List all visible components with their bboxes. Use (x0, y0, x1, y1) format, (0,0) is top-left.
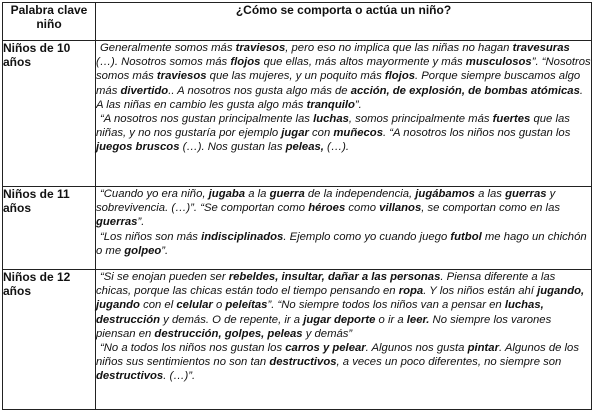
keyword-text: jugar (281, 127, 309, 140)
quote-text: , a veces un poco diferentes, no siempre son (336, 356, 562, 369)
quote-text: . Piensa diferente a las chicas, porque las chicas están todo el tiempo pensando en (96, 271, 556, 298)
quote-text: con el (139, 299, 177, 312)
keyword-text: jugábamos (415, 188, 475, 200)
quote-text: y demás. O de repente, ir a (160, 313, 304, 326)
keyword-text: carros y pelear (285, 342, 366, 355)
keyword-text: traviesos (235, 42, 286, 54)
quote-text: que ellas, más altos mayormente y más (260, 56, 466, 69)
quote-text: o (212, 299, 226, 312)
quote-text: (…). Nos gustan las (179, 141, 286, 154)
quote-text: ”. (137, 216, 145, 229)
row-paragraph (96, 187, 591, 230)
quote-text: . Algunos de los niños sus sentimientos no son tan (96, 342, 579, 369)
row-paragraph (96, 270, 591, 341)
header-keyword: Palabra clave niño (3, 3, 96, 41)
quote-text: “Los niños son más (100, 230, 202, 243)
keyword-text: guerras (505, 188, 547, 200)
quote-text: con (308, 127, 334, 140)
keyword-text: flojos (384, 70, 415, 83)
quote-text: “Cuando yo era niño, (100, 188, 209, 200)
quote-text: . A las niñas en cambio les gusta algo más (96, 84, 584, 111)
table-row (3, 41, 592, 187)
quote-text: o ir a (375, 313, 407, 326)
keyword-text: destrucción, golpes, peleas (154, 327, 303, 340)
row-paragraph (96, 112, 591, 155)
keyword-text: héroes (308, 202, 346, 215)
keyword-text: guerras (96, 216, 138, 229)
row-text (96, 187, 592, 270)
keyword-text: celular (176, 299, 213, 312)
row-paragraph (96, 41, 591, 112)
keyword-text: juegos bruscos (96, 141, 180, 154)
keyword-text: pintar (467, 342, 499, 355)
keyword-text: futbol (450, 230, 482, 243)
header-question: ¿Cómo se comporta o actúa un niño? (96, 3, 592, 41)
keyword-text: peleas, (285, 141, 324, 154)
quote-text: “Si se enojan pueden ser (100, 271, 229, 283)
quote-text: ”. (354, 98, 362, 111)
keyword-text: villanos (379, 202, 422, 215)
quote-text: ”. “No siempre todos los niños van a pensar en (267, 299, 505, 312)
keyword-text: luchas, destrucción (96, 299, 544, 326)
quote-text: .. A nosotros nos gusta algo más de (168, 84, 351, 97)
keyword-text: rebeldes, insultar, dañar a las personas (228, 271, 441, 283)
quote-text: que las mujeres, y un poquito más (206, 70, 385, 83)
keyword-text: flojos (230, 56, 261, 69)
quote-text: de la independencia, (304, 188, 416, 200)
quote-text: y demás” (302, 327, 353, 340)
quote-text: como (345, 202, 380, 215)
keyword-text: tranquilo (306, 98, 355, 111)
keyword-text: muñecos (333, 127, 383, 140)
quote-text: . Y los niños están ahí (423, 285, 538, 298)
quote-text: . (…)”. (163, 370, 196, 383)
quote-text: me hago un chichón o me (96, 230, 587, 257)
quote-text: a las (474, 188, 506, 200)
keyword-text: ropa (398, 285, 424, 298)
quote-text: , pero eso no implica que las niñas no hagan (285, 42, 513, 54)
table-row (3, 270, 592, 410)
keyword-text: traviesos (156, 70, 207, 83)
keyword-text: jugar deporte (303, 313, 376, 326)
keyword-text: musculosos (465, 56, 532, 69)
quote-text: , se comportan como en las (421, 202, 561, 215)
table-header-row (3, 3, 592, 41)
keyword-text: acción, de explosión, de bombas atómicas (350, 84, 580, 97)
quote-text: (…). (323, 141, 350, 154)
keyword-text: fuertes (492, 113, 531, 126)
keyword-text: guerra (269, 188, 305, 200)
row-paragraph (96, 230, 591, 258)
quote-text: . Porque siempre buscamos algo más (96, 70, 581, 97)
quote-text: a la (245, 188, 270, 200)
quote-text: . “A nosotros los niños nos gustan los (383, 127, 571, 140)
keyword-text: golpeo (124, 244, 162, 257)
quote-text: No siempre los varones piensan en (96, 313, 552, 340)
row-label: Niños de 10 años (3, 41, 96, 187)
keyword-text: indisciplinados (201, 230, 284, 243)
row-label: Niños de 12 años (3, 270, 96, 410)
row-text (96, 270, 592, 410)
quote-text: “No a todos los niños nos gustan los (100, 342, 286, 355)
row-label: Niños de 11 años (3, 187, 96, 270)
data-table (2, 2, 592, 410)
keyword-text: jugaba (208, 188, 246, 200)
quote-text: ”. (161, 244, 169, 257)
keyword-text: leer. (406, 313, 430, 326)
keyword-text: luchas (313, 113, 349, 126)
keyword-text: divertido (120, 84, 169, 97)
quote-text: (…). Nosotros somos más (96, 56, 231, 69)
quote-text: . Algunos nos gusta (365, 342, 468, 355)
quote-text: “A nosotros nos gustan principalmente las (100, 113, 314, 126)
keyword-text: destructivos (96, 370, 164, 383)
quote-text: que las niñas, y no nos gustaría por ejemplo (96, 113, 570, 140)
keyword-text: travesuras (512, 42, 570, 54)
row-text (96, 41, 592, 187)
quote-text: , somos principalmente más (348, 113, 493, 126)
table-row (3, 187, 592, 270)
keyword-text: destructivos (269, 356, 337, 369)
keyword-text: peleítas (225, 299, 268, 312)
quote-text: y sobrevivencia. (…)”. “Se comportan como (96, 188, 556, 215)
keyword-text: jugando, jugando (96, 285, 585, 312)
quote-text: ”. “Nosotros somos más (96, 56, 591, 83)
row-paragraph (96, 341, 591, 384)
quote-text: Generalmente somos más (100, 42, 236, 54)
quote-text: . Ejemplo como yo cuando juego (283, 230, 451, 243)
